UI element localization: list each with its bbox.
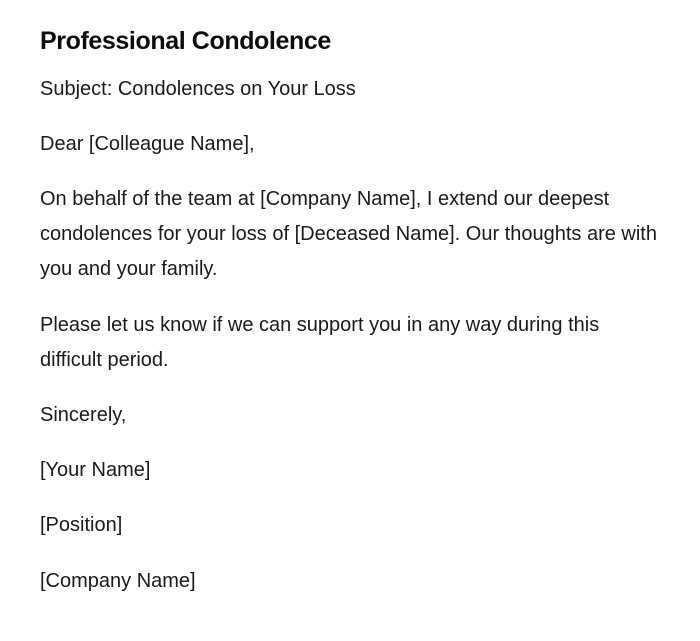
letter-subject: Subject: Condolences on Your Loss [40,78,356,100]
signature-company: [Company Name] [40,570,196,592]
letter-title: Professional Condolence [40,27,331,55]
signature-position: [Position] [40,514,123,536]
letter-body-paragraph: Please let us know if we can support you in any way during this difficult period. [40,314,600,371]
letter-body-paragraph: On behalf of the team at [Company Name], I extend our deepest condolences for your loss of [Deceased Name]. Our thoughts are with you and your family. [40,188,657,280]
signature-name: [Your Name] [40,459,151,481]
letter-closing: Sincerely, [40,404,127,426]
letter-greeting: Dear [Colleague Name], [40,133,255,155]
